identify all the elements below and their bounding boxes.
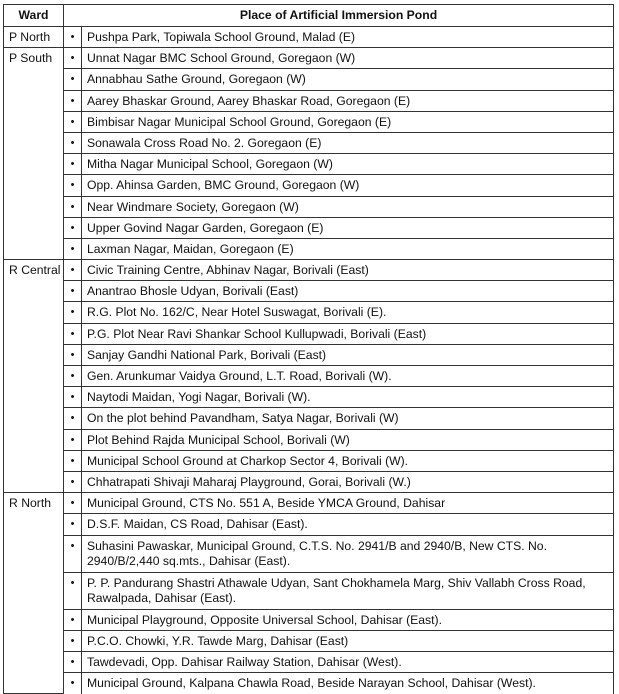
bullet-mark: •: [64, 493, 82, 514]
bullet-mark: •: [64, 651, 82, 672]
bullet-mark: •: [64, 48, 82, 69]
bullet-mark: •: [64, 27, 82, 48]
table-row: [4, 450, 614, 471]
place-cell: Sonawala Cross Road No. 2. Goregaon (E): [82, 132, 614, 153]
table-row: [4, 471, 614, 492]
place-cell: Tawdevadi, Opp. Dahisar Railway Station, Dahisar (West).: [82, 651, 614, 672]
table-row: [4, 366, 614, 387]
bullet-mark: •: [64, 630, 82, 651]
place-cell: P.G. Plot Near Ravi Shankar School Kullupwadi, Borivali (East): [82, 323, 614, 344]
place-cell: Near Windmare Society, Goregaon (W): [82, 196, 614, 217]
bullet-mark: •: [64, 535, 82, 572]
place-cell: P. P. Pandurang Shastri Athawale Udyan, Sant Chokhamela Marg, Shiv Vallabh Cross Road, Rawalpada, Dahisar (East).: [82, 572, 614, 609]
table-row: [4, 154, 614, 175]
table-row: [4, 673, 614, 694]
ward-cell: R Central: [4, 260, 64, 493]
bullet-mark: •: [64, 572, 82, 609]
bullet-mark: •: [64, 344, 82, 365]
bullet-mark: •: [64, 217, 82, 238]
bullet-mark: •: [64, 281, 82, 302]
bullet-mark: •: [64, 260, 82, 281]
bullet-mark: •: [64, 111, 82, 132]
bullet-mark: •: [64, 429, 82, 450]
table-row: [4, 344, 614, 365]
place-cell: Bimbisar Nagar Municipal School Ground, Goregaon (E): [82, 111, 614, 132]
bullet-mark: •: [64, 609, 82, 630]
table-row: [4, 69, 614, 90]
table-row: [4, 175, 614, 196]
place-cell: Aarey Bhaskar Ground, Aarey Bhaskar Road, Goregaon (E): [82, 90, 614, 111]
place-cell: Municipal Ground, Kalpana Chawla Road, Beside Narayan School, Dahisar (West).: [82, 673, 614, 694]
bullet-mark: •: [64, 323, 82, 344]
table-row: [4, 260, 614, 281]
immersion-pond-table: [3, 4, 614, 694]
place-cell: Municipal Ground, CTS No. 551 A, Beside YMCA Ground, Dahisar: [82, 493, 614, 514]
place-cell: Municipal Playground, Opposite Universal School, Dahisar (East).: [82, 609, 614, 630]
bullet-mark: •: [64, 196, 82, 217]
table-row: [4, 630, 614, 651]
table-row: [4, 429, 614, 450]
place-cell: Upper Govind Nagar Garden, Goregaon (E): [82, 217, 614, 238]
place-cell: Pushpa Park, Topiwala School Ground, Malad (E): [82, 27, 614, 48]
table-row: [4, 27, 614, 48]
bullet-mark: •: [64, 450, 82, 471]
bullet-mark: •: [64, 387, 82, 408]
header-row: [4, 5, 614, 27]
bullet-mark: •: [64, 302, 82, 323]
table-row: [4, 408, 614, 429]
bullet-mark: •: [64, 238, 82, 259]
table-row: [4, 514, 614, 535]
place-cell: Unnat Nagar BMC School Ground, Goregaon (W): [82, 48, 614, 69]
table-row: [4, 238, 614, 259]
ward-cell: P North: [4, 27, 64, 48]
place-cell: Mitha Nagar Municipal School, Goregaon (W): [82, 154, 614, 175]
bullet-mark: •: [64, 132, 82, 153]
place-cell: Chhatrapati Shivaji Maharaj Playground, Gorai, Borivali (W.): [82, 471, 614, 492]
bullet-mark: •: [64, 514, 82, 535]
table-row: [4, 217, 614, 238]
table-row: [4, 132, 614, 153]
place-cell: Naytodi Maidan, Yogi Nagar, Borivali (W).: [82, 387, 614, 408]
place-cell: Civic Training Centre, Abhinav Nagar, Borivali (East): [82, 260, 614, 281]
table-row: [4, 651, 614, 672]
table-row: [4, 281, 614, 302]
table-row: [4, 196, 614, 217]
table-row: [4, 90, 614, 111]
bullet-mark: •: [64, 408, 82, 429]
table-row: [4, 493, 614, 514]
ward-cell: P South: [4, 48, 64, 260]
bullet-mark: •: [64, 154, 82, 175]
table-row: [4, 535, 614, 572]
table-body: [4, 27, 614, 694]
place-cell: Municipal School Ground at Charkop Sector 4, Borivali (W).: [82, 450, 614, 471]
bullet-mark: •: [64, 471, 82, 492]
table-row: [4, 111, 614, 132]
place-cell: P.C.O. Chowki, Y.R. Tawde Marg, Dahisar (East): [82, 630, 614, 651]
ward-cell: R North: [4, 493, 64, 694]
place-cell: On the plot behind Pavandham, Satya Nagar, Borivali (W): [82, 408, 614, 429]
place-cell: D.S.F. Maidan, CS Road, Dahisar (East).: [82, 514, 614, 535]
place-cell: Suhasini Pawaskar, Municipal Ground, C.T.S. No. 2941/B and 2940/B, New CTS. No. 2940/B/2,440 sq.mts., Dahisar (East).: [82, 535, 614, 572]
bullet-mark: •: [64, 90, 82, 111]
table-row: [4, 302, 614, 323]
place-cell: Opp. Ahinsa Garden, BMC Ground, Goregaon (W): [82, 175, 614, 196]
ward-column-header: Ward: [4, 5, 64, 27]
table-row: [4, 572, 614, 609]
table-row: [4, 387, 614, 408]
place-column-header: Place of Artificial Immersion Pond: [64, 5, 614, 27]
bullet-mark: •: [64, 69, 82, 90]
table-row: [4, 323, 614, 344]
bullet-mark: •: [64, 175, 82, 196]
bullet-mark: •: [64, 673, 82, 694]
table-row: [4, 609, 614, 630]
place-cell: Anantrao Bhosle Udyan, Borivali (East): [82, 281, 614, 302]
place-cell: R.G. Plot No. 162/C, Near Hotel Suswagat, Borivali (E).: [82, 302, 614, 323]
place-cell: Sanjay Gandhi National Park, Borivali (East): [82, 344, 614, 365]
table-row: [4, 48, 614, 69]
bullet-mark: •: [64, 366, 82, 387]
place-cell: Plot Behind Rajda Municipal School, Borivali (W): [82, 429, 614, 450]
place-cell: Gen. Arunkumar Vaidya Ground, L.T. Road, Borivali (W).: [82, 366, 614, 387]
place-cell: Annabhau Sathe Ground, Goregaon (W): [82, 69, 614, 90]
place-cell: Laxman Nagar, Maidan, Goregaon (E): [82, 238, 614, 259]
